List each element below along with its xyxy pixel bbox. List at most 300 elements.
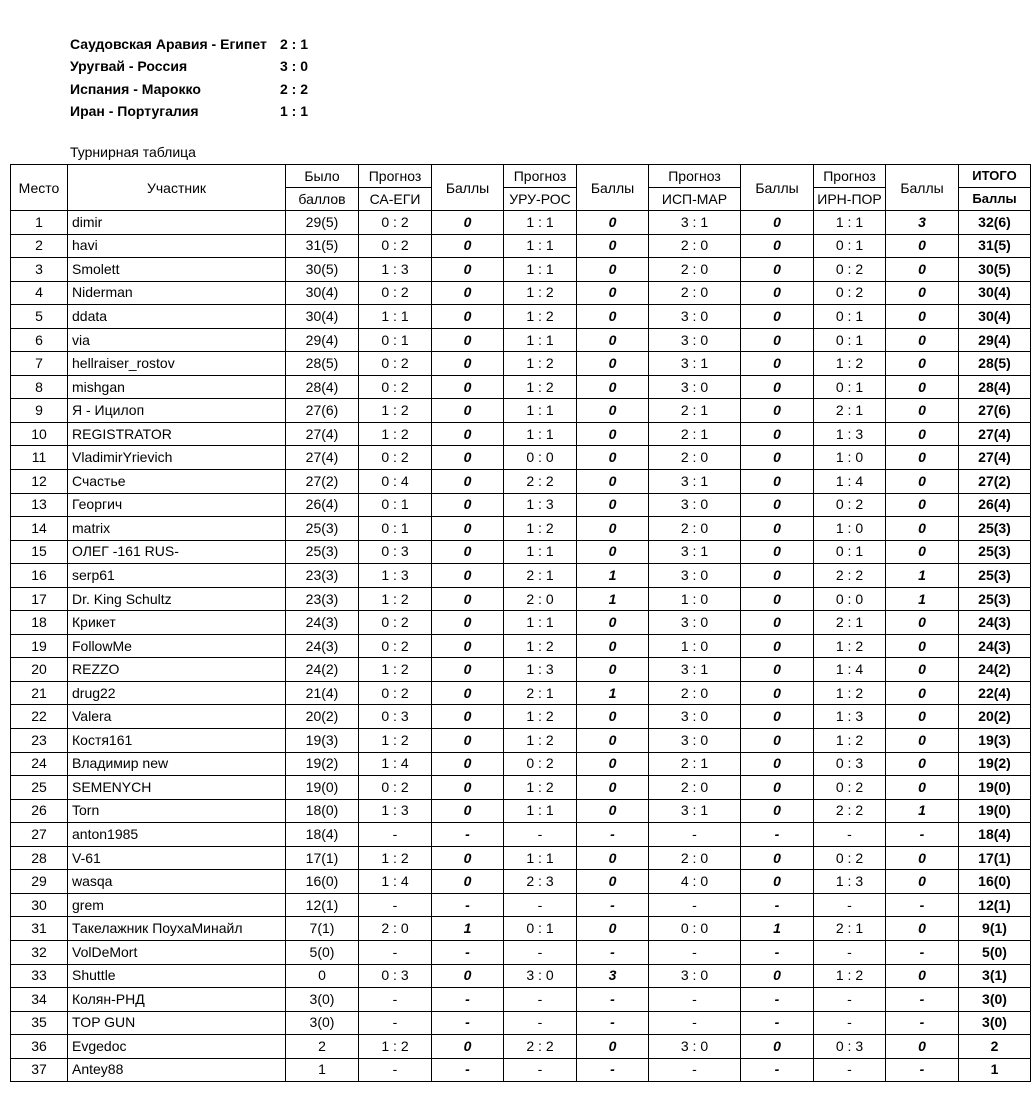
total-cell: 12(1) (959, 893, 1031, 917)
table-row (11, 258, 1031, 282)
total-cell: 9(1) (959, 917, 1031, 941)
prev-points-cell: 27(6) (286, 399, 359, 423)
participant-cell: Antey88 (68, 1058, 286, 1082)
forecast-1-cell: 0 : 2 (359, 234, 432, 258)
forecast-2-cell: 1 : 2 (504, 352, 577, 376)
table-row (11, 305, 1031, 329)
forecast-3-cell: 3 : 0 (649, 328, 741, 352)
points-4-cell: 0 (886, 305, 959, 329)
total-cell: 29(4) (959, 328, 1031, 352)
points-4-cell: 0 (886, 234, 959, 258)
points-4-cell: 0 (886, 470, 959, 494)
participant-cell: VladimirYrievich (68, 446, 286, 470)
points-2-cell: 0 (577, 917, 649, 941)
forecast-4-cell: - (814, 988, 886, 1012)
forecast-3-cell: 3 : 0 (649, 1035, 741, 1059)
forecast-2-cell: 1 : 2 (504, 705, 577, 729)
prev-points-cell: 25(3) (286, 517, 359, 541)
points-3-cell: 0 (741, 611, 814, 635)
forecast-2-cell: 1 : 1 (504, 846, 577, 870)
prev-points-cell: 27(4) (286, 446, 359, 470)
points-4-cell: 0 (886, 422, 959, 446)
header-points-1: Баллы (432, 165, 504, 211)
points-1-cell: 0 (432, 446, 504, 470)
forecast-2-cell: 1 : 1 (504, 258, 577, 282)
table-row (11, 823, 1031, 847)
points-1-cell: - (432, 940, 504, 964)
prev-points-cell: 29(4) (286, 328, 359, 352)
points-1-cell: - (432, 1058, 504, 1082)
table-row (11, 705, 1031, 729)
total-cell: 24(3) (959, 611, 1031, 635)
points-1-cell: 0 (432, 729, 504, 753)
points-3-cell: 0 (741, 870, 814, 894)
points-2-cell: 0 (577, 870, 649, 894)
participant-cell: Evgedoc (68, 1035, 286, 1059)
points-3-cell: 0 (741, 540, 814, 564)
forecast-3-cell: 3 : 0 (649, 493, 741, 517)
points-4-cell: 0 (886, 964, 959, 988)
place-cell: 30 (11, 893, 68, 917)
participant-cell: mishgan (68, 375, 286, 399)
match-score: 2 : 1 (280, 36, 309, 52)
forecast-1-cell: 1 : 2 (359, 658, 432, 682)
points-2-cell: 0 (577, 799, 649, 823)
participant-cell: grem (68, 893, 286, 917)
forecast-4-cell: 0 : 1 (814, 234, 886, 258)
total-cell: 3(0) (959, 988, 1031, 1012)
points-1-cell: - (432, 893, 504, 917)
points-4-cell: 0 (886, 729, 959, 753)
forecast-2-cell: 1 : 1 (504, 540, 577, 564)
prev-points-cell: 3(0) (286, 988, 359, 1012)
table-row (11, 1058, 1031, 1082)
table-row (11, 540, 1031, 564)
points-4-cell: - (886, 823, 959, 847)
prev-points-cell: 31(5) (286, 234, 359, 258)
points-1-cell: 0 (432, 564, 504, 588)
forecast-1-cell: 1 : 3 (359, 564, 432, 588)
participant-cell: ОЛЕГ -161 RUS- (68, 540, 286, 564)
forecast-1-cell: 0 : 2 (359, 281, 432, 305)
points-1-cell: 0 (432, 493, 504, 517)
place-cell: 1 (11, 211, 68, 235)
prev-points-cell: 27(2) (286, 470, 359, 494)
points-3-cell: 0 (741, 399, 814, 423)
total-cell: 1 (959, 1058, 1031, 1082)
place-cell: 16 (11, 564, 68, 588)
points-1-cell: 0 (432, 705, 504, 729)
points-4-cell: - (886, 893, 959, 917)
place-cell: 10 (11, 422, 68, 446)
table-row (11, 729, 1031, 753)
points-4-cell: 3 (886, 211, 959, 235)
participant-cell: TOP GUN (68, 1011, 286, 1035)
forecast-3-cell: 2 : 1 (649, 422, 741, 446)
forecast-3-cell: 3 : 1 (649, 470, 741, 494)
total-cell: 30(5) (959, 258, 1031, 282)
points-2-cell: 0 (577, 540, 649, 564)
forecast-2-cell: 2 : 2 (504, 470, 577, 494)
forecast-1-cell: 1 : 1 (359, 305, 432, 329)
forecast-2-cell: 3 : 0 (504, 964, 577, 988)
points-4-cell: 0 (886, 752, 959, 776)
points-4-cell: 1 (886, 564, 959, 588)
points-1-cell: 0 (432, 870, 504, 894)
match-score: 2 : 2 (280, 80, 309, 97)
forecast-2-cell: 1 : 1 (504, 611, 577, 635)
points-3-cell: 0 (741, 705, 814, 729)
points-2-cell: 1 (577, 681, 649, 705)
table-row (11, 870, 1031, 894)
points-2-cell: 0 (577, 470, 649, 494)
forecast-2-cell: 1 : 2 (504, 375, 577, 399)
forecast-2-cell: 1 : 1 (504, 799, 577, 823)
forecast-4-cell: 1 : 2 (814, 964, 886, 988)
forecast-3-cell: - (649, 1058, 741, 1082)
forecast-2-cell: 1 : 1 (504, 234, 577, 258)
points-3-cell: 0 (741, 752, 814, 776)
points-1-cell: 0 (432, 846, 504, 870)
prev-points-cell: 23(3) (286, 564, 359, 588)
points-3-cell: 0 (741, 776, 814, 800)
points-4-cell: 0 (886, 517, 959, 541)
points-2-cell: 0 (577, 422, 649, 446)
prev-points-cell: 30(4) (286, 281, 359, 305)
forecast-3-cell: 2 : 0 (649, 776, 741, 800)
forecast-4-cell: 2 : 2 (814, 799, 886, 823)
prev-points-cell: 19(3) (286, 729, 359, 753)
prev-points-cell: 26(4) (286, 493, 359, 517)
forecast-3-cell: - (649, 1011, 741, 1035)
forecast-4-cell: 0 : 1 (814, 375, 886, 399)
forecast-4-cell: 0 : 2 (814, 281, 886, 305)
forecast-1-cell: 0 : 3 (359, 964, 432, 988)
points-2-cell: 0 (577, 375, 649, 399)
total-cell: 18(4) (959, 823, 1031, 847)
place-cell: 33 (11, 964, 68, 988)
points-2-cell: 0 (577, 305, 649, 329)
points-2-cell: 0 (577, 611, 649, 635)
forecast-4-cell: - (814, 940, 886, 964)
points-3-cell: - (741, 1058, 814, 1082)
points-1-cell: 0 (432, 375, 504, 399)
participant-cell: REGISTRATOR (68, 422, 286, 446)
participant-cell: matrix (68, 517, 286, 541)
forecast-1-cell: 1 : 4 (359, 752, 432, 776)
points-2-cell: 0 (577, 281, 649, 305)
forecast-2-cell: - (504, 940, 577, 964)
total-cell: 30(4) (959, 305, 1031, 329)
place-cell: 29 (11, 870, 68, 894)
forecast-3-cell: 2 : 0 (649, 517, 741, 541)
forecast-3-cell: - (649, 988, 741, 1012)
points-3-cell: 0 (741, 352, 814, 376)
forecast-3-cell: 3 : 0 (649, 564, 741, 588)
participant-cell: Torn (68, 799, 286, 823)
forecast-3-cell: 2 : 0 (649, 446, 741, 470)
table-row (11, 964, 1031, 988)
place-cell: 21 (11, 681, 68, 705)
forecast-2-cell: 0 : 0 (504, 446, 577, 470)
forecast-3-cell: 2 : 1 (649, 399, 741, 423)
forecast-4-cell: 2 : 2 (814, 564, 886, 588)
header-prev-points-bottom: баллов (286, 188, 359, 211)
match-score: 1 : 1 (280, 102, 309, 119)
points-1-cell: 0 (432, 328, 504, 352)
forecast-2-cell: 0 : 1 (504, 917, 577, 941)
forecast-3-cell: 3 : 1 (649, 352, 741, 376)
points-3-cell: 1 (741, 917, 814, 941)
total-cell: 19(0) (959, 799, 1031, 823)
participant-cell: FollowMe (68, 634, 286, 658)
prev-points-cell: 17(1) (286, 846, 359, 870)
header-forecast-2: Прогноз (504, 165, 577, 188)
participant-cell: ddata (68, 305, 286, 329)
table-row (11, 799, 1031, 823)
total-cell: 19(0) (959, 776, 1031, 800)
forecast-4-cell: 1 : 2 (814, 681, 886, 705)
forecast-2-cell: 1 : 2 (504, 634, 577, 658)
forecast-3-cell: 3 : 0 (649, 705, 741, 729)
place-cell: 18 (11, 611, 68, 635)
forecast-4-cell: 0 : 0 (814, 587, 886, 611)
total-cell: 19(3) (959, 729, 1031, 753)
forecast-4-cell: 1 : 4 (814, 470, 886, 494)
points-3-cell: 0 (741, 634, 814, 658)
prev-points-cell: 29(5) (286, 211, 359, 235)
forecast-2-cell: - (504, 1011, 577, 1035)
total-cell: 32(6) (959, 211, 1031, 235)
forecast-3-cell: 2 : 0 (649, 234, 741, 258)
points-2-cell: 0 (577, 634, 649, 658)
forecast-1-cell: 1 : 2 (359, 399, 432, 423)
points-3-cell: 0 (741, 422, 814, 446)
total-cell: 25(3) (959, 564, 1031, 588)
total-cell: 16(0) (959, 870, 1031, 894)
prev-points-cell: 27(4) (286, 422, 359, 446)
points-4-cell: - (886, 1058, 959, 1082)
table-row (11, 234, 1031, 258)
total-cell: 27(4) (959, 446, 1031, 470)
points-4-cell: 0 (886, 281, 959, 305)
points-2-cell: - (577, 1058, 649, 1082)
forecast-3-cell: 2 : 1 (649, 752, 741, 776)
place-cell: 34 (11, 988, 68, 1012)
points-4-cell: 1 (886, 587, 959, 611)
total-cell: 27(2) (959, 470, 1031, 494)
forecast-1-cell: - (359, 940, 432, 964)
forecast-3-cell: 2 : 0 (649, 846, 741, 870)
points-1-cell: 0 (432, 964, 504, 988)
total-cell: 25(3) (959, 587, 1031, 611)
participant-cell: Владимир new (68, 752, 286, 776)
forecast-4-cell: 1 : 0 (814, 517, 886, 541)
forecast-3-cell: 4 : 0 (649, 870, 741, 894)
points-1-cell: 0 (432, 399, 504, 423)
table-row (11, 422, 1031, 446)
forecast-1-cell: 0 : 2 (359, 375, 432, 399)
points-3-cell: - (741, 893, 814, 917)
forecast-3-cell: 0 : 0 (649, 917, 741, 941)
place-cell: 19 (11, 634, 68, 658)
total-cell: 25(3) (959, 540, 1031, 564)
forecast-2-cell: 2 : 2 (504, 1035, 577, 1059)
header-points-3: Баллы (741, 165, 814, 211)
place-cell: 8 (11, 375, 68, 399)
points-4-cell: 0 (886, 399, 959, 423)
points-3-cell: 0 (741, 375, 814, 399)
participant-cell: havi (68, 234, 286, 258)
points-4-cell: - (886, 988, 959, 1012)
forecast-1-cell: 1 : 2 (359, 1035, 432, 1059)
points-1-cell: 0 (432, 305, 504, 329)
points-4-cell: 1 (886, 799, 959, 823)
table-row (11, 493, 1031, 517)
forecast-4-cell: 2 : 1 (814, 917, 886, 941)
points-4-cell: 0 (886, 634, 959, 658)
points-4-cell: 0 (886, 611, 959, 635)
points-2-cell: 0 (577, 234, 649, 258)
forecast-1-cell: 1 : 2 (359, 422, 432, 446)
points-1-cell: 0 (432, 281, 504, 305)
points-2-cell: 0 (577, 446, 649, 470)
forecast-2-cell: 1 : 2 (504, 517, 577, 541)
prev-points-cell: 24(3) (286, 611, 359, 635)
standings-table (10, 164, 1031, 1082)
points-2-cell: 0 (577, 776, 649, 800)
prev-points-cell: 16(0) (286, 870, 359, 894)
match-teams: Испания - Марокко (70, 80, 201, 97)
total-cell: 30(4) (959, 281, 1031, 305)
table-row (11, 399, 1031, 423)
total-cell: 19(2) (959, 752, 1031, 776)
forecast-1-cell: 0 : 2 (359, 211, 432, 235)
forecast-4-cell: 1 : 2 (814, 634, 886, 658)
participant-cell: Крикет (68, 611, 286, 635)
total-cell: 28(5) (959, 352, 1031, 376)
header-points-2: Баллы (577, 165, 649, 211)
prev-points-cell: 5(0) (286, 940, 359, 964)
points-1-cell: - (432, 988, 504, 1012)
header-forecast-4: Прогноз (814, 165, 886, 188)
prev-points-cell: 28(5) (286, 352, 359, 376)
total-cell: 28(4) (959, 375, 1031, 399)
table-row (11, 988, 1031, 1012)
participant-cell: serp61 (68, 564, 286, 588)
points-2-cell: - (577, 893, 649, 917)
forecast-2-cell: - (504, 988, 577, 1012)
place-cell: 2 (11, 234, 68, 258)
prev-points-cell: 23(3) (286, 587, 359, 611)
points-2-cell: 0 (577, 328, 649, 352)
points-2-cell: 0 (577, 493, 649, 517)
points-4-cell: - (886, 1011, 959, 1035)
header-match-1: СА-ЕГИ (359, 188, 432, 211)
forecast-2-cell: 1 : 1 (504, 399, 577, 423)
forecast-1-cell: - (359, 823, 432, 847)
forecast-2-cell: - (504, 893, 577, 917)
forecast-3-cell: - (649, 823, 741, 847)
points-4-cell: 0 (886, 681, 959, 705)
points-4-cell: 0 (886, 446, 959, 470)
forecast-1-cell: 0 : 2 (359, 352, 432, 376)
points-2-cell: 3 (577, 964, 649, 988)
points-2-cell: 0 (577, 752, 649, 776)
total-cell: 27(6) (959, 399, 1031, 423)
points-3-cell: 0 (741, 1035, 814, 1059)
place-cell: 4 (11, 281, 68, 305)
place-cell: 31 (11, 917, 68, 941)
forecast-4-cell: 2 : 1 (814, 399, 886, 423)
points-1-cell: 0 (432, 611, 504, 635)
participant-cell: Костя161 (68, 729, 286, 753)
forecast-4-cell: 0 : 2 (814, 258, 886, 282)
match-score: 3 : 0 (280, 58, 309, 75)
forecast-4-cell: 0 : 1 (814, 540, 886, 564)
total-cell: 24(2) (959, 658, 1031, 682)
forecast-4-cell: 1 : 0 (814, 446, 886, 470)
points-1-cell: 0 (432, 234, 504, 258)
forecast-3-cell: 3 : 0 (649, 729, 741, 753)
table-row (11, 587, 1031, 611)
table-row (11, 611, 1031, 635)
forecast-3-cell: 3 : 1 (649, 799, 741, 823)
participant-cell: Niderman (68, 281, 286, 305)
total-cell: 3(1) (959, 964, 1031, 988)
header-match-4: ИРН-ПОР (814, 188, 886, 211)
total-cell: 17(1) (959, 846, 1031, 870)
points-3-cell: 0 (741, 564, 814, 588)
participant-cell: hellraiser_rostov (68, 352, 286, 376)
points-3-cell: 0 (741, 470, 814, 494)
participant-cell: Счастье (68, 470, 286, 494)
points-4-cell: 0 (886, 352, 959, 376)
place-cell: 13 (11, 493, 68, 517)
place-cell: 27 (11, 823, 68, 847)
table-row (11, 893, 1031, 917)
table-row (11, 517, 1031, 541)
header-place: Место (11, 165, 68, 211)
prev-points-cell: 24(3) (286, 634, 359, 658)
points-3-cell: 0 (741, 305, 814, 329)
points-4-cell: 0 (886, 540, 959, 564)
forecast-4-cell: - (814, 1011, 886, 1035)
prev-points-cell: 12(1) (286, 893, 359, 917)
forecast-2-cell: - (504, 823, 577, 847)
participant-cell: Smolett (68, 258, 286, 282)
points-3-cell: - (741, 1011, 814, 1035)
forecast-1-cell: - (359, 1011, 432, 1035)
forecast-4-cell: 0 : 1 (814, 328, 886, 352)
points-4-cell: 0 (886, 493, 959, 517)
points-2-cell: 0 (577, 1035, 649, 1059)
forecast-1-cell: 1 : 3 (359, 258, 432, 282)
forecast-4-cell: 1 : 3 (814, 870, 886, 894)
forecast-2-cell: 1 : 2 (504, 305, 577, 329)
header-total-top: ИТОГО (959, 165, 1031, 188)
points-1-cell: 0 (432, 422, 504, 446)
points-2-cell: 1 (577, 587, 649, 611)
forecast-2-cell: 1 : 3 (504, 493, 577, 517)
total-cell: 24(3) (959, 634, 1031, 658)
place-cell: 20 (11, 658, 68, 682)
place-cell: 35 (11, 1011, 68, 1035)
forecast-1-cell: 0 : 2 (359, 681, 432, 705)
total-cell: 22(4) (959, 681, 1031, 705)
table-row (11, 470, 1031, 494)
place-cell: 32 (11, 940, 68, 964)
